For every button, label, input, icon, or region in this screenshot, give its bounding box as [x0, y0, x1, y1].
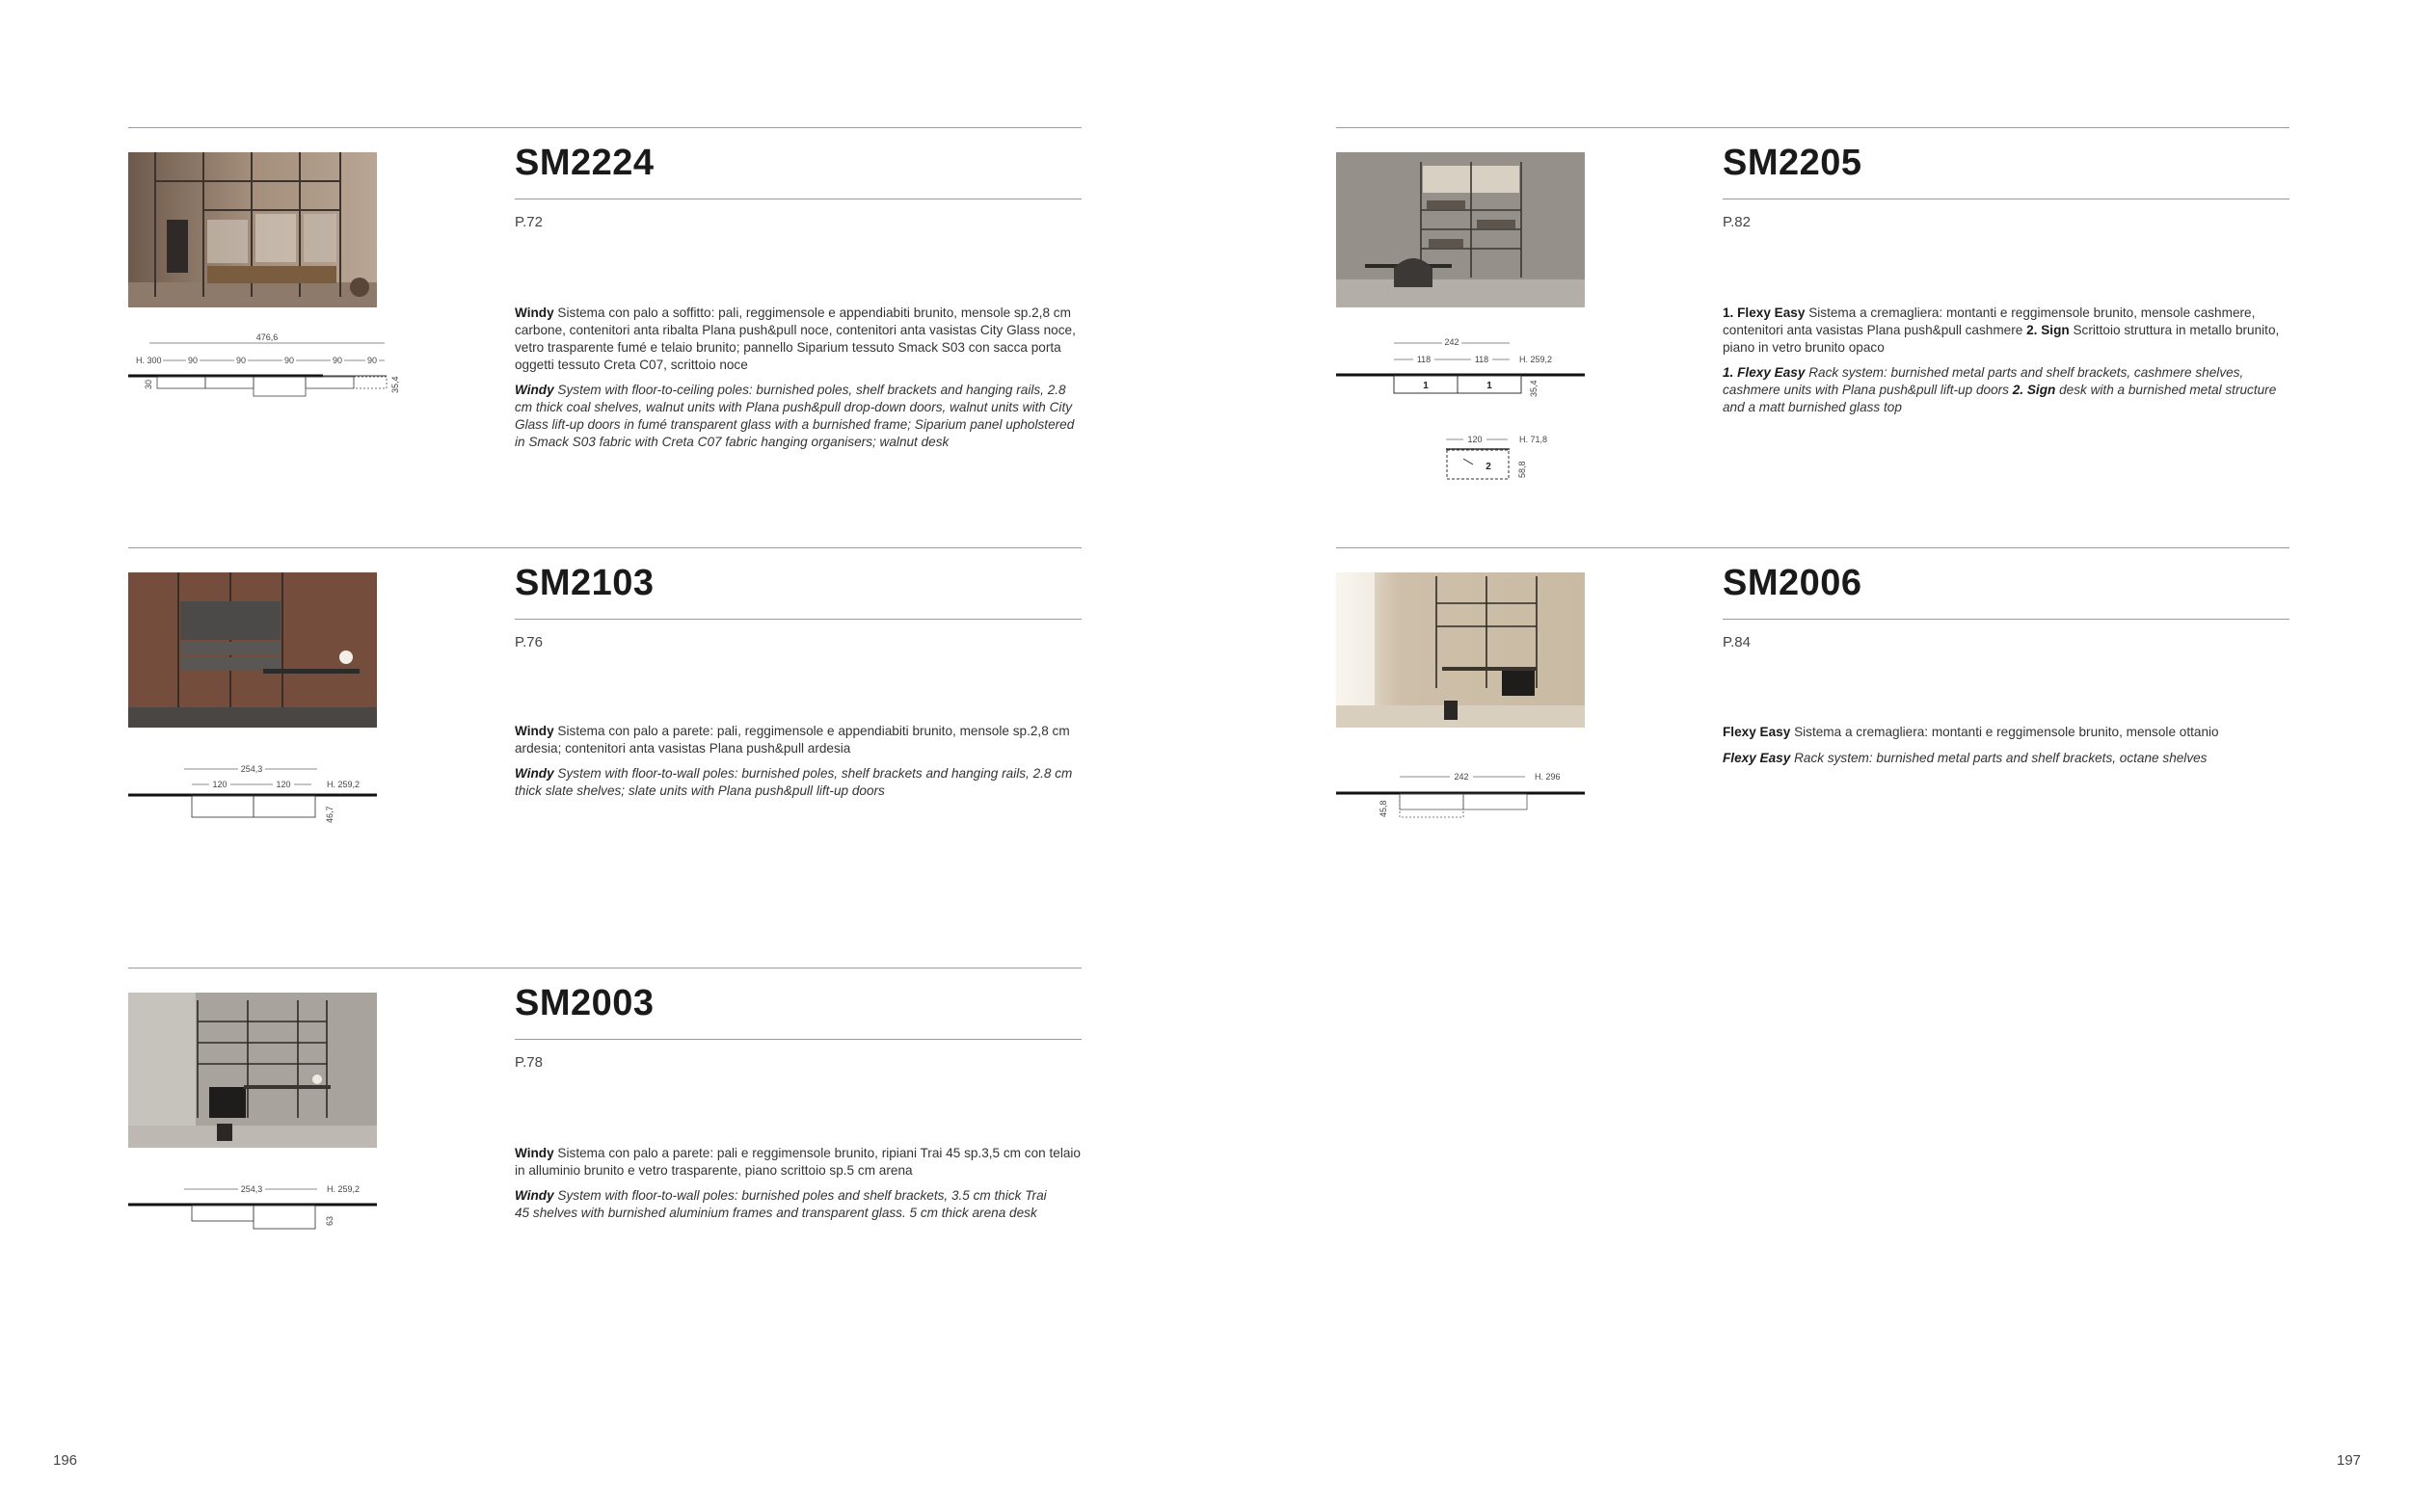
dim-module: 90	[366, 356, 378, 365]
product-photo	[128, 993, 377, 1148]
description-it	[1723, 305, 2289, 357]
description-text: System with floor-to-wall poles: burnished poles, shelf brackets and hanging rails, 2.8 cm thick slate shelves; slate units with Plana push&pull lift-up doors	[515, 766, 1073, 798]
description-text: Scrittoio struttura in metallo brunito, piano in vetro brunito opaco	[1723, 323, 2280, 355]
item-number: 1.	[1723, 365, 1734, 380]
description-en	[515, 382, 1082, 451]
dim-total: 254,3	[240, 1184, 263, 1194]
description-text: Sistema con palo a parete: pali, reggimensole e appendiabiti brunito, mensole sp.2,8 cm ardesia; contenitori anta vasistas Plana push&pull ardesia	[515, 724, 1070, 756]
dim-height: H. 259,2	[327, 1184, 361, 1194]
product-code: SM2205	[1723, 143, 1862, 183]
description-it	[1723, 724, 2289, 741]
divider	[1336, 127, 2289, 128]
dim-total: 254,3	[240, 764, 263, 774]
dimension-drawing	[113, 320, 402, 474]
product-entry-sm2205	[1336, 127, 2289, 532]
product-entry-sm2003	[128, 968, 1082, 1372]
page-reference: P.72	[515, 214, 543, 230]
page-reference: P.84	[1723, 634, 1751, 650]
system-name: Flexy Easy	[1723, 751, 1791, 765]
description-text: Rack system: burnished metal parts and shelf brackets, octane shelves	[1790, 751, 2208, 765]
product-entry-sm2224	[128, 127, 1082, 532]
divider	[128, 547, 1082, 548]
dim-module: 120	[212, 780, 228, 789]
description-it	[515, 1145, 1082, 1180]
dim-total: 476,6	[255, 332, 279, 342]
description-it	[515, 305, 1082, 374]
description-it	[515, 723, 1082, 757]
system-name: Windy	[515, 766, 554, 781]
system-name: Sign	[2041, 323, 2070, 337]
dim-module: 90	[283, 356, 295, 365]
divider	[128, 127, 1082, 128]
dim-depth: 35,4	[1529, 380, 1539, 397]
page-number-left: 196	[53, 1452, 78, 1469]
page-reference: P.76	[515, 634, 543, 650]
item-number: 2.	[2026, 323, 2038, 337]
unit-label: 1	[1486, 381, 1492, 391]
dimension-drawing	[1321, 740, 1610, 894]
divider	[1336, 547, 2289, 548]
dimension-drawing	[1321, 320, 1610, 478]
dim-desk-depth: 58,8	[1517, 461, 1527, 478]
description-text: Rack system: burnished metal parts and shelf brackets, cashmere shelves, cashmere units with Plana push&pull lift-up doors	[1723, 365, 2244, 397]
desk-label: 2	[1486, 462, 1491, 472]
page-reference: P.82	[1723, 214, 1751, 230]
unit-label: 1	[1423, 381, 1429, 391]
system-name: Windy	[515, 383, 554, 397]
dim-height: H. 259,2	[1519, 355, 1553, 364]
dim-height: H. 259,2	[327, 780, 361, 789]
dim-module: 118	[1416, 355, 1432, 364]
page-number-right: 197	[2337, 1452, 2362, 1469]
dim-desk-width: 120	[1467, 435, 1483, 444]
dim-total: 242	[1444, 337, 1459, 347]
dim-module: 90	[235, 356, 247, 365]
dim-total: 242	[1454, 772, 1469, 782]
product-code: SM2224	[515, 143, 655, 183]
divider	[1723, 619, 2289, 620]
description-text: Sistema con palo a soffitto: pali, reggimensole e appendiabiti brunito, mensole sp.2,8 cm carbone, contenitori anta ribalta Plana push&pull noce, contenitori anta vasistas City Glass noce, vetro trasparente fumé e telaio brunito; pannello Siparium tessuto Smack S03 con sacca porta oggetti tessuto Creta C07, scrittoio noce	[515, 305, 1076, 372]
item-number: 2.	[2012, 383, 2024, 397]
dimension-drawing	[113, 740, 402, 894]
system-name: Sign	[2026, 383, 2056, 397]
dim-depth: 63	[325, 1215, 335, 1226]
system-name: Flexy Easy	[1737, 305, 1806, 320]
product-code: SM2103	[515, 563, 655, 603]
description-text: Sistema con palo a parete: pali e reggimensole brunito, ripiani Trai 45 sp.3,5 cm con telaio in alluminio brunito e vetro trasparente, piano scrittoio sp.5 cm arena	[515, 1146, 1081, 1178]
description-text: Sistema a cremagliera: montanti e reggimensole brunito, mensole cashmere, contenitori anta vasistas Plana push&pull cashmere	[1723, 305, 2256, 337]
description-text: System with floor-to-wall poles: burnished poles and shelf brackets, 3.5 cm thick Trai 45 shelves with burnished aluminium frames and transparent glass. 5 cm thick arena desk	[515, 1188, 1047, 1220]
product-code: SM2003	[515, 983, 655, 1023]
dimension-drawing	[113, 1160, 402, 1314]
dim-module: 120	[276, 780, 291, 789]
product-photo	[128, 572, 377, 728]
system-name: Windy	[515, 305, 554, 320]
divider	[515, 1039, 1082, 1040]
product-photo	[1336, 572, 1585, 728]
description-text: Sistema a cremagliera: montanti e reggimensole brunito, mensole ottanio	[1790, 725, 2219, 739]
system-name: Flexy Easy	[1723, 725, 1791, 739]
product-photo	[1336, 152, 1585, 307]
system-name: Flexy Easy	[1737, 365, 1806, 380]
dim-height: H. 296	[1535, 772, 1561, 782]
product-entry-sm2103	[128, 547, 1082, 952]
dim-module: 90	[332, 356, 343, 365]
description-en	[515, 765, 1082, 800]
dim-depth: 45,8	[1378, 800, 1388, 817]
dim-depth: 35,4	[390, 376, 400, 393]
system-name: Windy	[515, 724, 554, 738]
dim-module: 90	[187, 356, 199, 365]
system-name: Windy	[515, 1146, 554, 1160]
description-en	[1723, 364, 2289, 416]
product-code: SM2006	[1723, 563, 1862, 603]
description-text: desk with a burnished metal structure and a matt burnished glass top	[1723, 383, 2277, 414]
description-en	[1723, 750, 2289, 767]
product-entry-sm2006	[1336, 547, 2289, 952]
divider	[515, 619, 1082, 620]
description-text: System with floor-to-ceiling poles: burnished poles, shelf brackets and hanging rails, 2.8 cm thick coal shelves, walnut units with Plana push&pull drop-down doors, walnut units with City Glass lift-up doors in fumé transparent glass with a burnished frame; Siparium panel upholstered in Smack S03 fabric with Creta C07 fabric hanging organisers; walnut desk	[515, 383, 1075, 449]
dim-module: 118	[1474, 355, 1489, 364]
item-number: 1.	[1723, 305, 1734, 320]
system-name: Windy	[515, 1188, 554, 1203]
product-photo	[128, 152, 377, 307]
description-en	[515, 1187, 1055, 1222]
dim-desk-height: H. 71,8	[1519, 435, 1548, 444]
dim-depth: 30	[144, 379, 153, 389]
dim-height: H. 300	[136, 356, 162, 365]
dim-depth: 46,7	[325, 806, 335, 823]
page-reference: P.78	[515, 1054, 543, 1071]
